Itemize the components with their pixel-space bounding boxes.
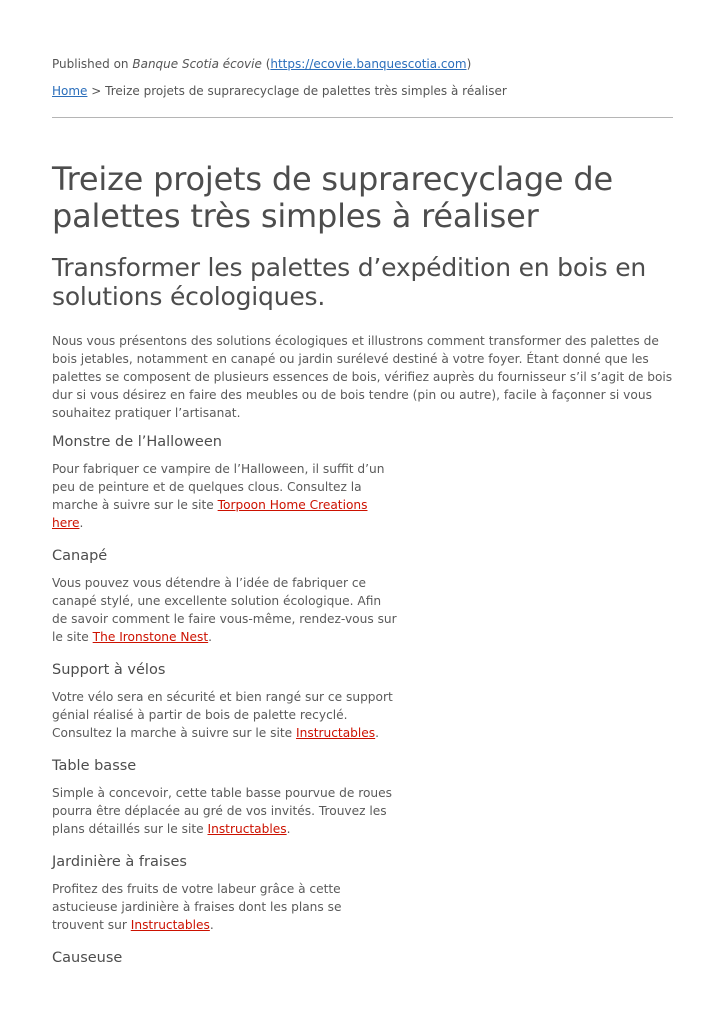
section-text <box>52 880 397 934</box>
close-paren: ) <box>466 57 472 71</box>
section-punctuation: . <box>375 726 380 740</box>
section-link[interactable]: The Ironstone Nest <box>92 630 209 644</box>
section-heading: Jardinière à fraises <box>52 854 187 870</box>
section-link[interactable]: Torpoon Home Creations here <box>52 498 368 530</box>
section-link[interactable]: Instructables <box>130 918 210 932</box>
project-sections <box>52 432 397 968</box>
section-punctuation: . <box>79 516 84 530</box>
site-url-link[interactable]: https://ecovie.banquescotia.com <box>270 57 467 71</box>
section-body: Votre vélo sera en sécurité et bien rangé sur ce support génial réalisé à partir de bois de palette recyclé. Consultez la marche à suivre sur le site <box>52 690 393 740</box>
breadcrumb-separator: > <box>87 84 106 98</box>
project-section <box>52 660 397 742</box>
published-prefix: Published on <box>52 57 133 71</box>
project-section <box>52 852 397 934</box>
site-name: Banque Scotia écovie <box>132 57 262 71</box>
section-body: Profitez des fruits de votre labeur grâce à cette astucieuse jardinière à fraises dont les plans se trouvent sur <box>52 882 342 932</box>
section-body: Vous pouvez vous détendre à l’idée de fabriquer ce canapé stylé, une excellente solution écologique. Afin de savoir comment le faire vous-même, rendez-vous sur le site <box>52 576 397 644</box>
open-paren: ( <box>261 57 271 71</box>
section-link[interactable]: Instructables <box>207 822 287 836</box>
section-punctuation: . <box>209 918 214 932</box>
breadcrumb-current: Treize projets de suprarecyclage de palettes très simples à réaliser <box>105 84 507 98</box>
project-section <box>52 432 397 532</box>
section-heading: Monstre de l’Halloween <box>52 434 222 450</box>
section-text <box>52 574 397 646</box>
page-title: Treize projets de suprarecyclage de palettes très simples à réaliser <box>52 160 613 235</box>
section-text <box>52 688 397 742</box>
section-text <box>52 784 397 838</box>
section-body: Simple à concevoir, cette table basse pourvue de roues pourra être déplacée au gré de vos invités. Trouvez les plans détaillés sur le site <box>52 786 392 836</box>
intro-paragraph: Nous vous présentons des solutions écologiques et illustrons comment transformer des palettes de bois jetables, notamment en canapé ou jardin surélevé destiné à votre foyer. Étant donné que les palettes se composent de plusieurs essences de bois, vérifiez auprès du fournisseur s’il s’agit de bois dur si vous désirez en faire des meubles ou de bois tendre (pin ou autre), facile à façonner si vous souhaitez pratiquer l’artisanat. <box>52 334 673 420</box>
page-subtitle: Transformer les palettes d’expédition en bois en solutions écologiques. <box>52 253 647 311</box>
project-section <box>52 756 397 838</box>
section-link[interactable]: Instructables <box>296 726 376 740</box>
section-heading: Canapé <box>52 548 108 564</box>
project-section <box>52 948 397 968</box>
project-section <box>52 546 397 646</box>
section-heading: Table basse <box>52 758 137 774</box>
header-divider <box>52 117 673 118</box>
section-text <box>52 460 397 532</box>
published-on-line <box>52 56 471 72</box>
section-punctuation: . <box>286 822 291 836</box>
section-heading: Support à vélos <box>52 662 166 678</box>
breadcrumb-home-link[interactable]: Home <box>52 84 88 98</box>
section-body: Pour fabriquer ce vampire de l’Halloween, il suffit d’un peu de peinture et de quelques clous. Consultez la marche à suivre sur le site <box>52 462 385 512</box>
section-heading: Causeuse <box>52 950 123 966</box>
section-punctuation: . <box>208 630 213 644</box>
breadcrumb <box>52 83 507 99</box>
